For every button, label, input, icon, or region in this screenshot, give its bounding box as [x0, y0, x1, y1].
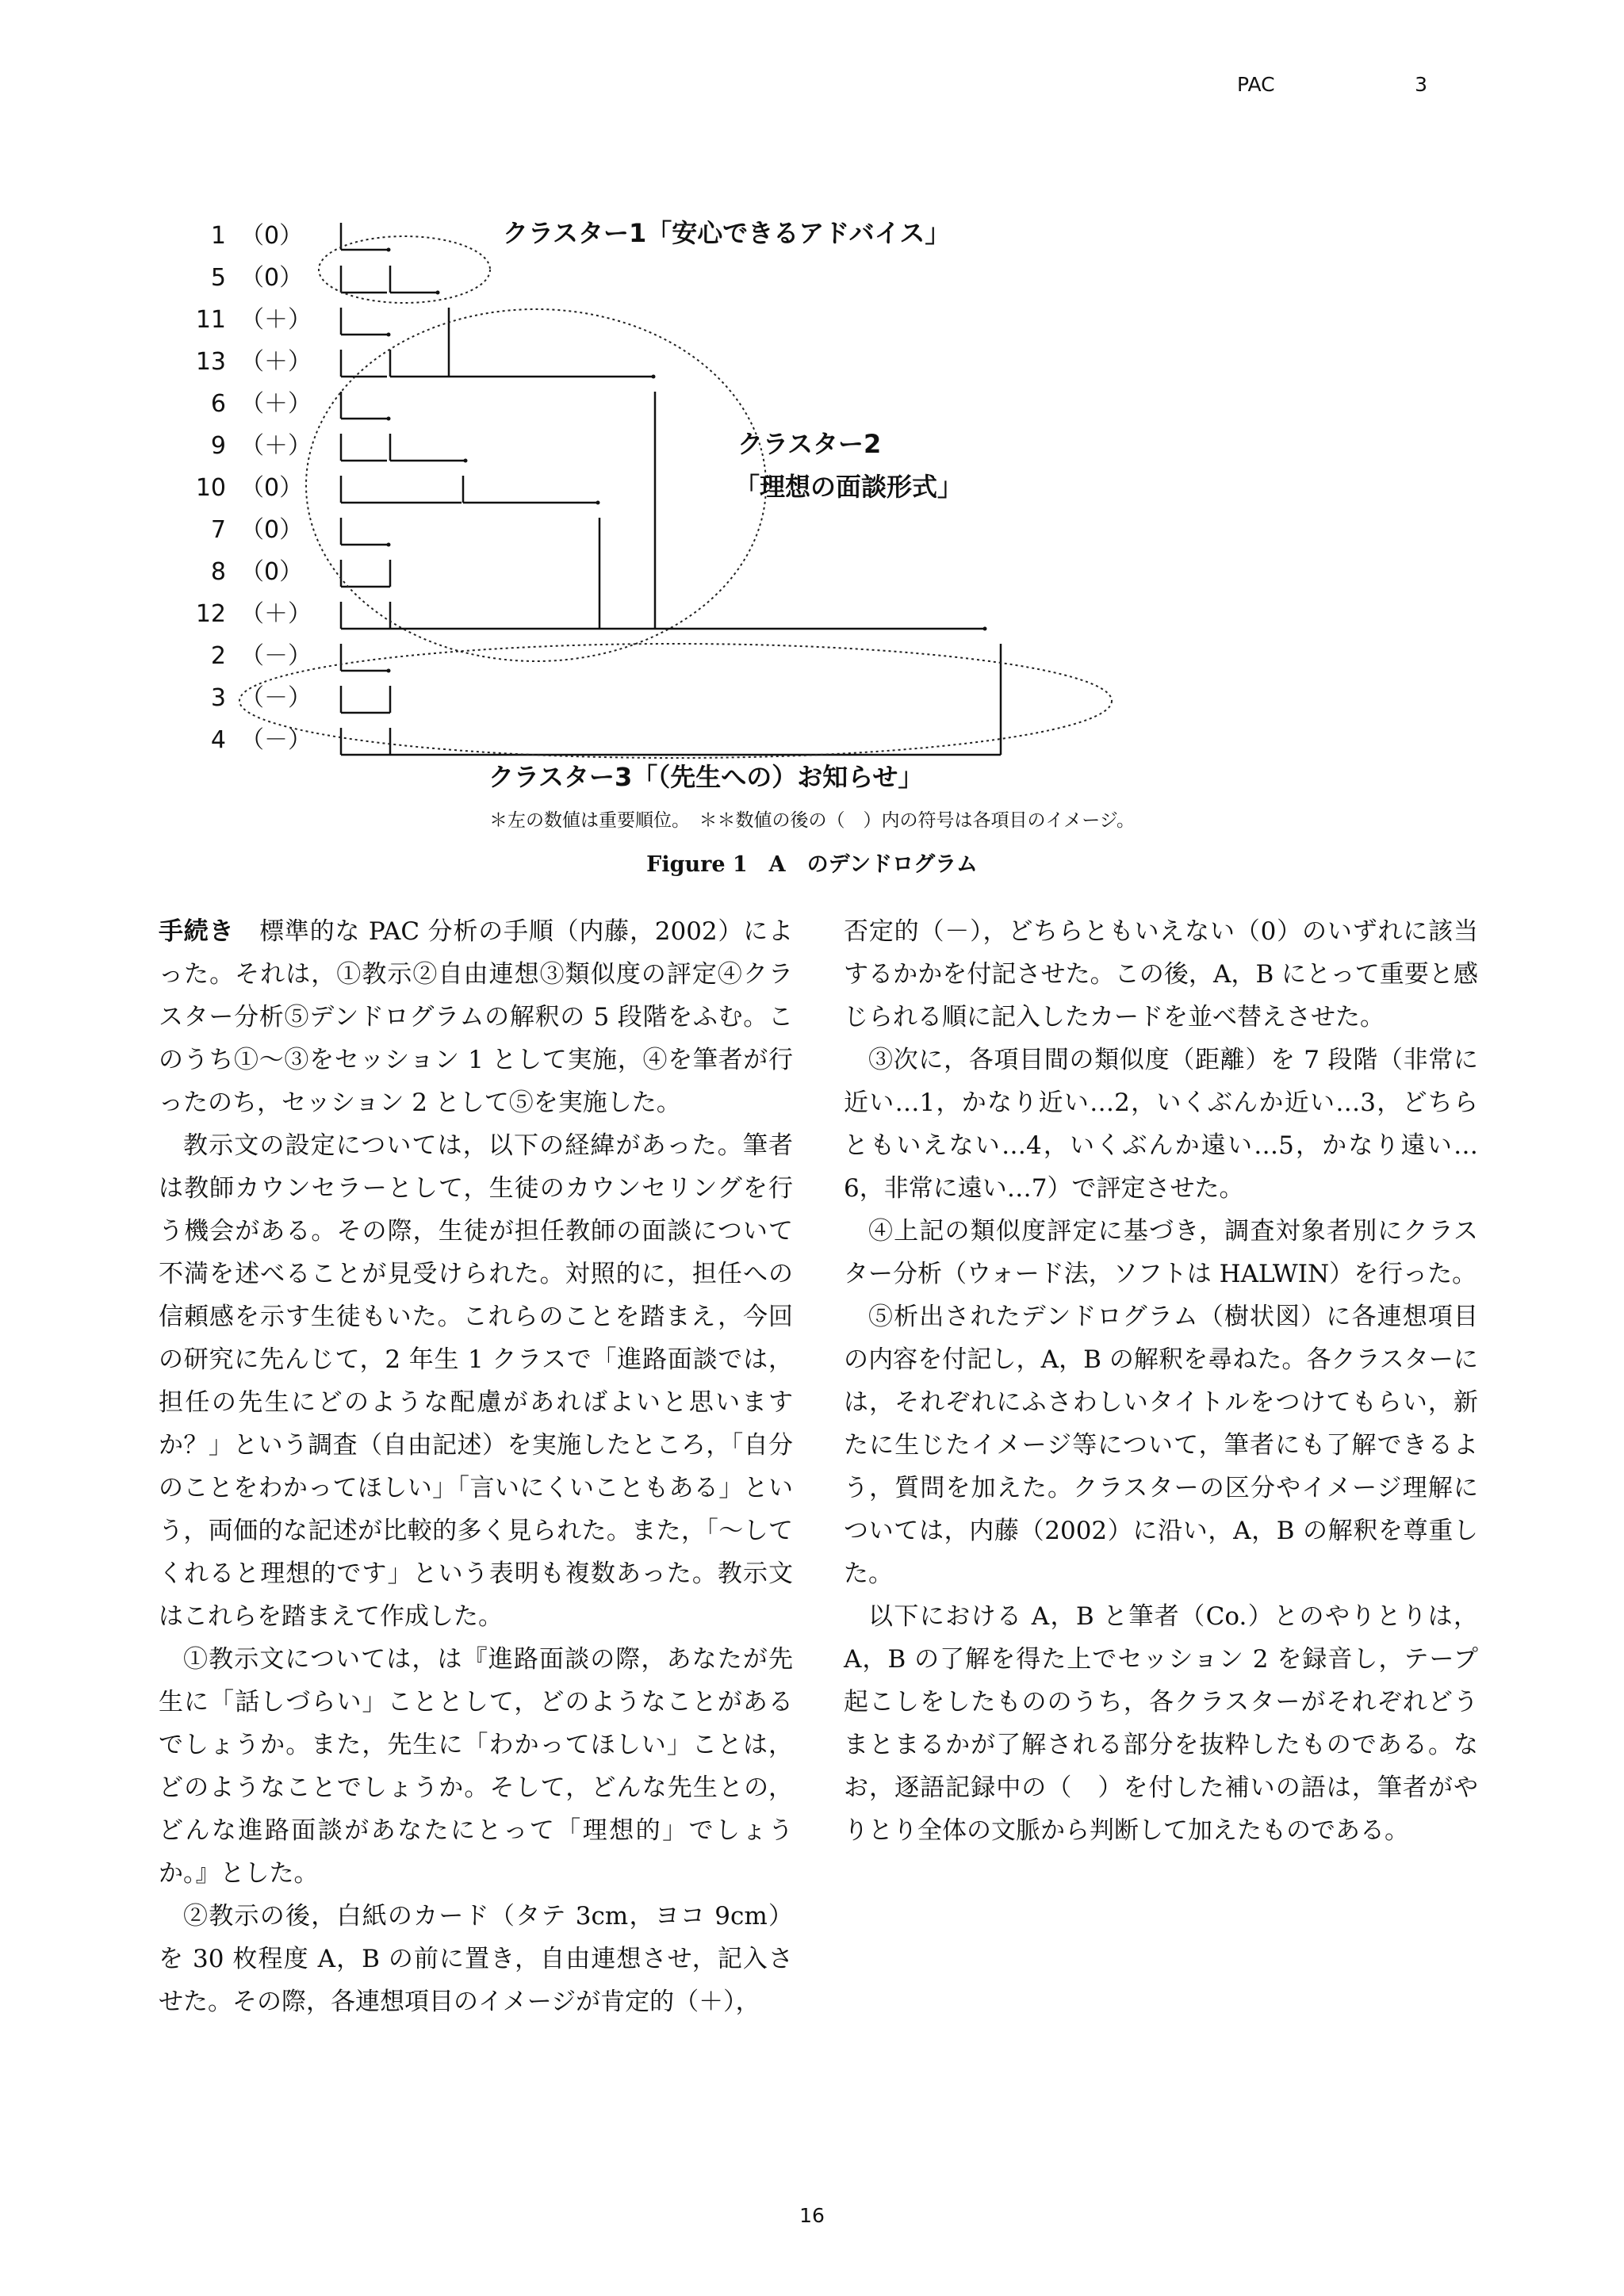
item-sign: （＋） — [240, 306, 312, 334]
item-rank: 11 — [195, 306, 226, 334]
dendrogram-figure — [0, 0, 1624, 888]
dendrogram-lines — [0, 0, 1624, 793]
header-page-ref: 3 — [1415, 73, 1427, 96]
item-sign: （0） — [240, 516, 304, 544]
item-rank: 1 — [210, 222, 226, 250]
item-rank: 13 — [195, 348, 226, 376]
paragraph: ③次に，各項目間の類似度（距離）を 7 段階（非常に近い…1，かなり近い…2，いくぶんか近い…3，どちらともいえない…4，いくぶんか遠い…5，かなり遠い…6，非常に遠い…7）で評定させた。 — [844, 1046, 1478, 1203]
item-sign: （0） — [240, 474, 304, 502]
item-rank: 2 — [210, 642, 226, 670]
paragraph: 以下における A，B と筆者（Co.）とのやりとりは，A，B の了解を得た上でセッション 2 を録音し，テープ起こしをしたもののうち，各クラスターがそれぞれどうまとまるかが了解される部分を抜粋したものである。なお，逐語記録中の（ ）を付した補いの語は，筆者がやりとり全体の文脈から判断して加えたものである。 — [844, 1602, 1478, 1845]
paragraph: 教示文の設定については，以下の経緯があった。筆者は教師カウンセラーとして，生徒のカウンセリングを行う機会がある。その際，生徒が担任教師の面談について不満を述べることが見受けられた。対照的に，担任への信頼感を示す生徒もいた。これらのことを踏まえ，今回の研究に先んじて，2 年生 1 クラスで「進路面談では，担任の先生にどのような配慮があればよいと思いますか？」という調査（自由記述）を実施したところ，「自分のことをわかってほしい」「言いにくいこともある」という，両価的な記述が比較的多く見られた。また，「～してくれると理想的です」という表明も複数あった。教示文はこれらを踏まえて作成した。 — [159, 1131, 793, 1631]
item-rank: 9 — [210, 432, 226, 460]
item-sign: （0） — [240, 558, 304, 586]
item-rank: 5 — [210, 264, 226, 292]
item-sign: （0） — [240, 264, 304, 292]
paragraph: ④上記の類似度評定に基づき，調査対象者別にクラスター分析（ウォード法，ソフトは HALWIN）を行った。 — [844, 1217, 1478, 1288]
item-sign: （－） — [240, 642, 312, 670]
figure-caption: Figure 1 A のデンドログラム — [646, 852, 978, 877]
item-rank: 12 — [195, 600, 226, 628]
item-rank: 3 — [210, 684, 226, 712]
item-sign: （＋） — [240, 432, 312, 460]
cluster-1-label: クラスター1「安心できるアドバイス」 — [503, 218, 951, 248]
paragraph: ①教示文については，は『進路面談の際，あなたが先生に「話しづらい」こととして，どのようなことがあるでしょうか。また，先生に「わかってほしい」ことは，どのようなことでしょうか。そして，どんな先生との，どんな進路面談があなたにとって「理想的」でしょうか。』とした。 — [159, 1645, 793, 1888]
item-sign: （0） — [240, 222, 304, 250]
figure-note: ＊左の数値は重要順位。 ＊＊数値の後の（ ）内の符号は各項目のイメージ。 — [489, 810, 1135, 831]
paragraph: ②教示の後，白紙のカード（タテ 3cm，ヨコ 9cm）を 30 枚程度 A，B の前に置き，自由連想させ，記入させた。その際，各連想項目のイメージが肯定的（＋）， — [159, 1902, 793, 2016]
paragraph-text: 標準的な PAC 分析の手順（内藤，2002）によった。それは，①教示②自由連想③類似度の評定④クラスター分析⑤デンドログラムの解釈の 5 段階をふむ。このうち①～③をセッション 1 として実施，④を筆者が行ったのち，セッション 2 として⑤を実施した。 — [159, 917, 794, 1117]
section-heading: 手続き — [159, 917, 235, 946]
header-title: PAC — [1237, 73, 1275, 96]
paragraph: 否定的（－），どちらともいえない（0）のいずれに該当するかかを付記させた。この後，A，B にとって重要と感じられる順に記入したカードを並べ替えさせた。 — [844, 917, 1478, 1031]
item-sign: （－） — [240, 684, 312, 712]
page-number: 16 — [799, 2204, 825, 2227]
paragraph: ⑤析出されたデンドログラム（樹状図）に各連想項目の内容を付記し，A，B の解釈を尋ねた。各クラスターには，それぞれにふさわしいタイトルをつけてもらい，新たに生じたイメージ等について，筆者にも了解できるよう，質問を加えた。クラスターの区分やイメージ理解については，内藤（2002）に沿い，A，B の解釈を尊重した。 — [844, 1303, 1478, 1588]
item-rank: 8 — [210, 558, 226, 586]
cluster-2-label-line1: クラスター2 — [737, 429, 882, 459]
item-sign: （＋） — [240, 348, 312, 376]
item-sign: （－） — [240, 726, 312, 754]
cluster-3-label: クラスター3「（先生への）お知らせ」 — [488, 762, 924, 792]
cluster-2-label-line2: 「理想の面談形式」 — [734, 472, 963, 502]
item-sign: （＋） — [240, 600, 312, 628]
item-sign: （＋） — [240, 390, 312, 418]
item-rank: 7 — [210, 516, 226, 544]
item-rank: 10 — [195, 474, 226, 502]
item-rank: 4 — [210, 726, 226, 754]
paragraph — [159, 910, 793, 1124]
item-rank: 6 — [210, 390, 226, 418]
body-column-left — [159, 910, 793, 2023]
body-column-right — [844, 910, 1478, 1852]
